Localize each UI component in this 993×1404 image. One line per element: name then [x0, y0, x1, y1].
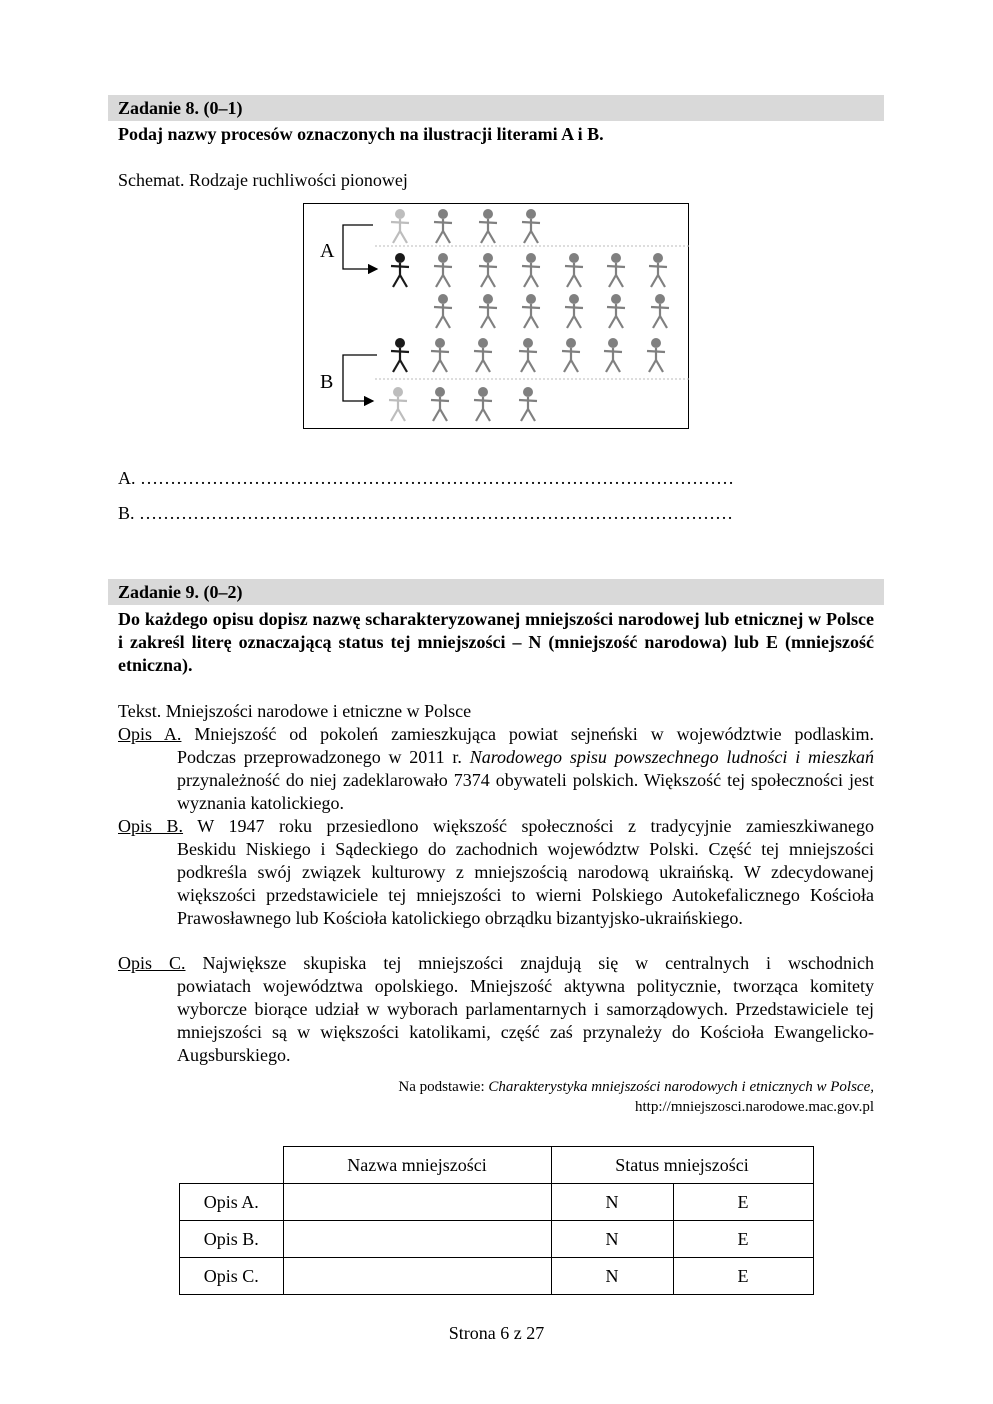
- answer-line-b[interactable]: B. ………………………………………………………………………………………: [118, 503, 734, 523]
- status-e[interactable]: E: [673, 1221, 813, 1258]
- status-e[interactable]: E: [673, 1184, 813, 1221]
- opis-a-label: Opis A.: [118, 724, 182, 744]
- figure-dark-a: [391, 254, 409, 288]
- figure-row-2: [434, 254, 667, 288]
- task8-header: Zadanie 8. (0–1): [108, 95, 884, 121]
- arrow-b: [343, 355, 377, 401]
- label-b: B: [320, 371, 334, 393]
- answer-table: [179, 1146, 814, 1295]
- table-row: [180, 1184, 814, 1221]
- row-label: Opis C.: [180, 1258, 284, 1295]
- opis-c: [118, 952, 874, 1067]
- opis-b-rest: Beskidu Niskiego i Sądeckiego do zachodnich województw Polski. Część tej mniejszości podkreśla swój związek kulturowy z mniejszością narodową ukraińską. W zdecydowanej większości przedstawiciele tej mniejszości to wierni Polskiego Autokefalicznego Kościoła Prawosławnego lub Kościoła katolickiego obrządku bizantyjsko-ukraińskiego.: [177, 839, 874, 928]
- source-prefix: Na podstawie:: [398, 1079, 485, 1095]
- label-a: A: [320, 240, 335, 262]
- opis-b: [118, 815, 874, 930]
- source-url: http://mniejszosci.narodowe.mac.gov.pl: [635, 1099, 874, 1115]
- opis-a-first: Mniejszość od pokoleń zamieszkująca powiat sejneński w województwie podlaskim.: [194, 724, 875, 744]
- opis-b-label: Opis B.: [118, 816, 184, 836]
- task9-question: Do każdego opisu dopisz nazwę scharakteryzowanej mniejszości narodowej lub etnicznej w Polsce i zakreśl literę oznaczającą status tej mniejszości – N (mniejszość narodowa) lub E (mniejszość etniczna).: [118, 609, 874, 675]
- opis-a-italic: Narodowego spisu powszechnego ludności i mieszkań: [469, 747, 874, 767]
- table-header-name: Nazwa mniejszości: [283, 1147, 551, 1184]
- opis-b-first: W 1947 roku przesiedlono większość społeczności z tradycyjnie zamieszkiwanego: [197, 816, 874, 836]
- status-n[interactable]: N: [551, 1184, 673, 1221]
- table-row: [180, 1258, 814, 1295]
- task9-text-title: Tekst. Mniejszości narodowe i etniczne w Polsce: [118, 701, 472, 721]
- name-cell[interactable]: [283, 1184, 551, 1221]
- opis-c-rest: powiatach województwa opolskiego. Mniejszość aktywna politycznie, tworząca komitety wyborcze biorące udział w wyborach parlamentarnych i samorządowych. Przedstawiciele tej mniejszości są w większości katolikami, część zaś przynależy do Kościoła Ewangelicko-Augsburskiego.: [177, 976, 874, 1065]
- source-title: Charakterystyka mniejszości narodowych i etnicznych w Polsce,: [488, 1079, 874, 1095]
- table-corner: [180, 1147, 284, 1184]
- opis-a: [118, 723, 874, 815]
- task8-question: Podaj nazwy procesów oznaczonych na ilustracji literami A i B.: [118, 124, 604, 144]
- opis-a-rest-2: przynależność do niej zadeklarowało 7374 obywateli polskich. Większość tej społeczności jest wyznania katolickiego.: [177, 770, 874, 813]
- status-n[interactable]: N: [551, 1221, 673, 1258]
- figure-light-top: [391, 210, 409, 244]
- opis-c-first: Największe skupiska tej mniejszości znajdują się w centralnych i wschodnich: [202, 953, 874, 973]
- row-label: Opis B.: [180, 1221, 284, 1258]
- arrow-a: [343, 225, 377, 269]
- figure-row-5: [431, 388, 537, 422]
- opis-c-label: Opis C.: [118, 953, 186, 973]
- name-cell[interactable]: [283, 1258, 551, 1295]
- opis-a-rest-1: Podczas przeprowadzonego w 2011 r.: [177, 747, 462, 767]
- task9-header: Zadanie 9. (0–2): [108, 579, 884, 605]
- answer-line-a[interactable]: A. ………………………………………………………………………………………: [118, 468, 734, 488]
- status-n[interactable]: N: [551, 1258, 673, 1295]
- figure-row-4: [431, 339, 665, 373]
- figure-row-3: [434, 295, 669, 329]
- row-label: Opis A.: [180, 1184, 284, 1221]
- table-header-status: Status mniejszości: [551, 1147, 813, 1184]
- status-e[interactable]: E: [673, 1258, 813, 1295]
- page-footer: Strona 6 z 27: [448, 1323, 545, 1343]
- figure-light-bottom: [389, 388, 407, 422]
- table-row: [180, 1221, 814, 1258]
- mobility-diagram: [303, 203, 689, 429]
- task8-caption: Schemat. Rodzaje ruchliwości pionowej: [118, 170, 408, 190]
- figure-row-1: [434, 210, 540, 244]
- figure-dark-b: [391, 339, 409, 373]
- source-citation: [398, 1077, 874, 1117]
- name-cell[interactable]: [283, 1221, 551, 1258]
